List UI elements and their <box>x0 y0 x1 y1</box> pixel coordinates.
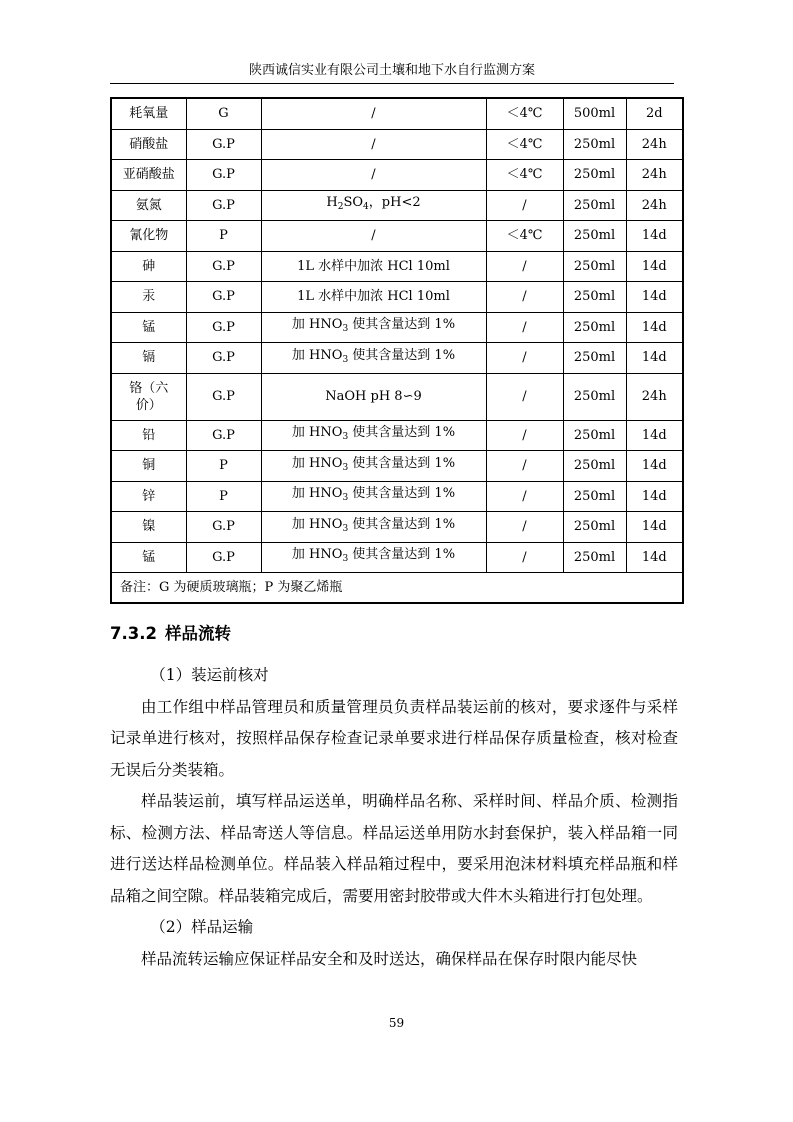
cell-preservative <box>261 312 486 343</box>
cell-preservative <box>261 512 486 543</box>
subscript: 3 <box>342 432 349 443</box>
table-row <box>111 129 683 160</box>
subscript: 2 <box>337 202 344 213</box>
cell-preservative <box>261 420 486 451</box>
cell-temp: ＜4℃ <box>486 129 563 160</box>
cell-preservative <box>261 343 486 374</box>
cell-temp: / <box>486 451 563 482</box>
cell-container: P <box>186 481 261 512</box>
cell-item: 锰 <box>111 542 186 573</box>
cell-volume: 250ml <box>563 512 626 543</box>
preservative-text: 使其含量达到 1% <box>348 347 456 363</box>
cell-container: G.P <box>186 542 261 573</box>
cell-container: G.P <box>186 512 261 543</box>
cell-item: 镉 <box>111 343 186 374</box>
cell-container: G.P <box>186 420 261 451</box>
cell-preservative: / <box>261 129 486 160</box>
cell-period: 14d <box>626 420 683 451</box>
cell-preservative: / <box>261 160 486 191</box>
table-row <box>111 221 683 252</box>
cell-container: G.P <box>186 343 261 374</box>
subscript: 4 <box>363 202 369 213</box>
preservative-text: 加 HNO <box>291 425 343 441</box>
preservative-text: 加 HNO <box>291 317 343 333</box>
item-line: 铬（六 <box>129 380 169 396</box>
cell-item: 铜 <box>111 451 186 482</box>
cell-temp: / <box>486 190 563 221</box>
table-row <box>111 542 683 573</box>
cell-temp: / <box>486 512 563 543</box>
table-note: 备注：G 为硬质玻璃瓶；P 为聚乙烯瓶 <box>111 573 683 604</box>
paragraph: 样品流转运输应保证样品安全和及时送达，确保样品在保存时限内能尽快 <box>141 949 638 968</box>
cell-temp: / <box>486 420 563 451</box>
cell-item: 铅 <box>111 420 186 451</box>
cell-period: 24h <box>626 373 683 420</box>
table-row <box>111 512 683 543</box>
cell-item: 锌 <box>111 481 186 512</box>
cell-period: 14d <box>626 451 683 482</box>
cell-container: G.P <box>186 190 261 221</box>
preservative-text: 加 HNO <box>291 516 343 532</box>
cell-container: G.P <box>186 251 261 282</box>
cell-preservative <box>261 542 486 573</box>
cell-period: 14d <box>626 221 683 252</box>
cell-preservative <box>261 481 486 512</box>
table-row <box>111 160 683 191</box>
cell-volume: 250ml <box>563 451 626 482</box>
paragraph: 由工作组中样品管理员和质量管理员负责样品装运前的核对，要求逐件与采样记录单进行核对，按照样品保存检查记录单要求进行样品保存质量检查，核对检查无误后分类装箱。 <box>110 697 678 779</box>
cell-temp: / <box>486 251 563 282</box>
section-number: 7.3.2 <box>110 624 157 643</box>
list-item-heading: （1）装运前核对 <box>150 666 269 684</box>
preservative-text: 使其含量达到 1% <box>348 317 456 333</box>
table-row <box>111 282 683 313</box>
section-title: 样品流转 <box>164 624 231 643</box>
cell-temp: / <box>486 343 563 374</box>
cell-container: G.P <box>186 312 261 343</box>
table-row <box>111 451 683 482</box>
subscript: 3 <box>342 523 349 534</box>
cell-preservative: / <box>261 221 486 252</box>
table-note-row <box>111 573 683 604</box>
cell-period: 14d <box>626 312 683 343</box>
table-row <box>111 481 683 512</box>
table-row <box>111 420 683 451</box>
cell-period: 14d <box>626 512 683 543</box>
cell-period: 24h <box>626 160 683 191</box>
cell-period: 14d <box>626 481 683 512</box>
cell-period: 14d <box>626 251 683 282</box>
cell-temp: ＜4℃ <box>486 160 563 191</box>
cell-item: 镍 <box>111 512 186 543</box>
page-header: 陕西诚信实业有限公司土壤和地下水自行监测方案 <box>110 62 674 84</box>
cell-volume: 250ml <box>563 542 626 573</box>
preservative-text: 使其含量达到 1% <box>348 516 456 532</box>
cell-volume: 250ml <box>563 373 626 420</box>
item-line: 价） <box>135 397 162 413</box>
cell-volume: 250ml <box>563 312 626 343</box>
preservative-text: 使其含量达到 1% <box>348 547 456 563</box>
cell-volume: 500ml <box>563 98 626 129</box>
cell-container: G <box>186 98 261 129</box>
list-item-heading: （2）样品运输 <box>150 918 254 936</box>
cell-container: G.P <box>186 282 261 313</box>
cell-volume: 250ml <box>563 343 626 374</box>
preservative-text: 加 HNO <box>291 486 343 502</box>
preservative-text: H <box>326 195 338 211</box>
cell-item: 汞 <box>111 282 186 313</box>
cell-volume: 250ml <box>563 160 626 191</box>
cell-temp: / <box>486 312 563 343</box>
cell-temp: / <box>486 282 563 313</box>
cell-period: 14d <box>626 282 683 313</box>
subscript: 3 <box>342 493 349 504</box>
cell-temp: / <box>486 373 563 420</box>
table-row <box>111 251 683 282</box>
cell-item <box>111 373 186 420</box>
body-text <box>110 660 678 975</box>
cell-volume: 250ml <box>563 282 626 313</box>
cell-preservative: / <box>261 98 486 129</box>
cell-period: 24h <box>626 129 683 160</box>
cell-temp: / <box>486 481 563 512</box>
cell-item: 氰化物 <box>111 221 186 252</box>
cell-temp: ＜4℃ <box>486 221 563 252</box>
subscript: 3 <box>342 554 349 565</box>
cell-volume: 250ml <box>563 190 626 221</box>
cell-preservative <box>261 451 486 482</box>
preservative-text: 使其含量达到 1% <box>348 425 456 441</box>
cell-container: G.P <box>186 373 261 420</box>
preservative-text: 使其含量达到 1% <box>348 486 456 502</box>
cell-volume: 250ml <box>563 481 626 512</box>
cell-temp: ＜4℃ <box>486 98 563 129</box>
table-row <box>111 343 683 374</box>
cell-period: 14d <box>626 542 683 573</box>
subscript: 3 <box>342 354 349 365</box>
cell-volume: 250ml <box>563 251 626 282</box>
cell-period: 14d <box>626 343 683 374</box>
cell-preservative: 1L 水样中加浓 HCl 10ml <box>261 282 486 313</box>
cell-temp: / <box>486 542 563 573</box>
cell-preservative: NaOH pH 8∽9 <box>261 373 486 420</box>
cell-item: 锰 <box>111 312 186 343</box>
cell-item: 亚硝酸盐 <box>111 160 186 191</box>
preservative-text: 加 HNO <box>291 547 343 563</box>
paragraph: 样品装运前，填写样品运送单，明确样品名称、采样时间、样品介质、检测指标、检测方法、样品寄送人等信息。样品运送单用防水封套保护，装入样品箱一同进行送达样品检测单位。样品装入样品箱过程中，要采用泡沫材料填充样品瓶和样品箱之间空隙。样品装箱完成后，需要用密封胶带或大件木头箱进行打包处理。 <box>110 792 678 905</box>
cell-preservative: 1L 水样中加浓 HCl 10ml <box>261 251 486 282</box>
cell-item: 氨氮 <box>111 190 186 221</box>
subscript: 3 <box>342 462 349 473</box>
cell-period: 24h <box>626 190 683 221</box>
cell-volume: 250ml <box>563 221 626 252</box>
table-row <box>111 98 683 129</box>
cell-volume: 250ml <box>563 129 626 160</box>
preservative-text: ，pH<2 <box>368 195 421 211</box>
cell-item: 耗氧量 <box>111 98 186 129</box>
preservative-text: 加 HNO <box>291 347 343 363</box>
cell-preservative <box>261 190 486 221</box>
cell-period: 2d <box>626 98 683 129</box>
cell-container: G.P <box>186 160 261 191</box>
table-row <box>111 190 683 221</box>
cell-container: P <box>186 221 261 252</box>
cell-volume: 250ml <box>563 420 626 451</box>
table-row <box>111 312 683 343</box>
cell-item: 砷 <box>111 251 186 282</box>
preservative-text: 加 HNO <box>291 455 343 471</box>
cell-item: 硝酸盐 <box>111 129 186 160</box>
table-row <box>111 373 683 420</box>
section-heading <box>110 623 231 645</box>
page-number: 59 <box>388 1016 405 1030</box>
subscript: 3 <box>342 324 349 335</box>
sample-preservation-table <box>110 97 684 604</box>
preservative-text: SO <box>343 195 364 211</box>
preservative-text: 使其含量达到 1% <box>348 455 456 471</box>
cell-container: G.P <box>186 129 261 160</box>
cell-container: P <box>186 451 261 482</box>
